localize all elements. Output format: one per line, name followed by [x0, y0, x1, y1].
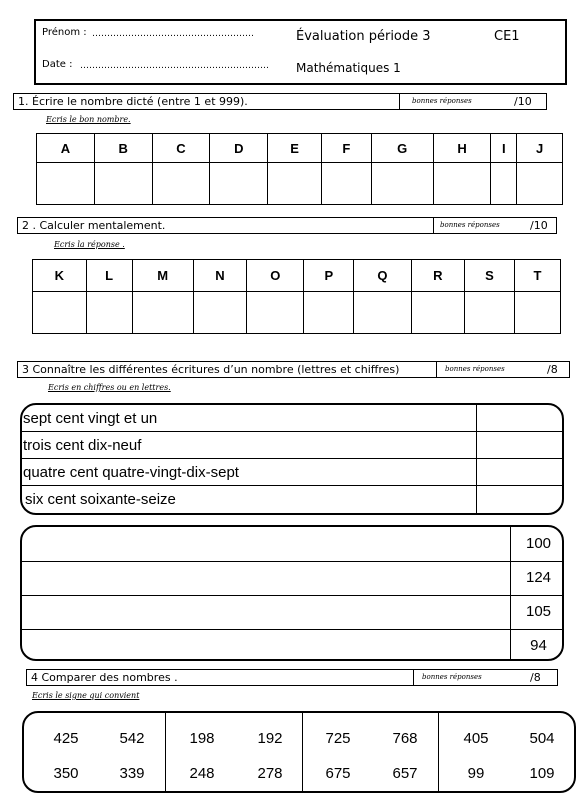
section3-title-bar	[17, 361, 437, 378]
answer-cell-l[interactable]	[86, 292, 132, 334]
compare-number-top-7: 405	[463, 730, 489, 747]
answer-cell-a[interactable]	[37, 163, 95, 205]
section4-title-bar	[26, 669, 414, 686]
answer-cell-o[interactable]	[247, 292, 304, 334]
grid-letter-t: T	[514, 260, 560, 292]
compare-number-bottom-8: 109	[529, 765, 555, 782]
comparison-box	[22, 711, 576, 793]
answer-cell-n[interactable]	[193, 292, 247, 334]
section1-title-bar	[13, 93, 400, 110]
section1-score-value: /10	[514, 95, 532, 108]
answer-cell-s[interactable]	[465, 292, 515, 334]
answer-cell-i[interactable]	[491, 163, 517, 205]
compare-number-bottom-5: 675	[325, 765, 351, 782]
word-number-2: trois cent dix-neuf	[23, 437, 142, 454]
section4-score-value: /8	[530, 671, 541, 684]
grid-letter-h: H	[433, 134, 491, 163]
grid-letter-e: E	[268, 134, 322, 163]
section3-score-box	[436, 361, 570, 378]
grid-letter-n: N	[193, 260, 247, 292]
answer-cell-k[interactable]	[33, 292, 87, 334]
header-box	[34, 19, 567, 85]
compare-number-top-1: 425	[53, 730, 79, 747]
section2-score-box	[433, 217, 557, 234]
section3-score-value: /8	[547, 363, 558, 376]
word-number-4: six cent soixante-seize	[25, 491, 176, 508]
compare-number-bottom-3: 248	[189, 765, 215, 782]
section4-score-label: bonnes réponses	[422, 673, 482, 681]
digit-number-1: 100	[525, 535, 552, 552]
section1-score-label: bonnes réponses	[412, 97, 472, 105]
answer-cell-j[interactable]	[517, 163, 563, 205]
prenom-field[interactable]: ………………………………………………	[92, 29, 254, 39]
compare-number-bottom-1: 350	[53, 765, 79, 782]
answer-cell-f[interactable]	[321, 163, 371, 205]
section4-title: 4 Comparer des nombres .	[31, 671, 178, 684]
evaluation-title: Évaluation période 3	[296, 29, 431, 44]
section2-instruction: Ecris la réponse .	[54, 240, 125, 249]
section1-score-box	[399, 93, 547, 110]
answer-column-divider	[476, 405, 477, 515]
grid-letter-q: Q	[354, 260, 411, 292]
answer-cell-c[interactable]	[152, 163, 210, 205]
answer-cell-h[interactable]	[433, 163, 491, 205]
word-number-3: quatre cent quatre-vingt-dix-sept	[23, 464, 239, 481]
compare-number-top-2: 542	[119, 730, 145, 747]
answer-cell-d[interactable]	[210, 163, 268, 205]
section2-score-value: /10	[530, 219, 548, 232]
answer-cell-r[interactable]	[411, 292, 465, 334]
answer-cell-g[interactable]	[371, 163, 433, 205]
grid-letter-p: P	[304, 260, 354, 292]
answer-cell-e[interactable]	[268, 163, 322, 205]
answer-cell-b[interactable]	[94, 163, 152, 205]
section1-title: 1. Écrire le nombre dicté (entre 1 et 999).	[18, 95, 248, 108]
subject-title: Mathématiques 1	[296, 61, 401, 75]
date-label: Date :	[42, 59, 73, 70]
grid-letter-i: I	[491, 134, 517, 163]
grid-letter-l: L	[86, 260, 132, 292]
compare-number-bottom-6: 657	[392, 765, 418, 782]
compare-number-top-5: 725	[325, 730, 351, 747]
grid-letter-j: J	[517, 134, 563, 163]
section1-instruction: Ecris le bon nombre.	[46, 115, 131, 124]
section2-title: 2 . Calculer mentalement.	[22, 219, 166, 232]
mental-calc-answer-grid	[32, 259, 561, 334]
compare-number-top-4: 192	[257, 730, 283, 747]
date-field[interactable]: ………………………………………………………	[80, 61, 269, 71]
grid-letter-c: C	[152, 134, 210, 163]
grid-letter-g: G	[371, 134, 433, 163]
compare-number-bottom-2: 339	[119, 765, 145, 782]
compare-number-bottom-4: 278	[257, 765, 283, 782]
level-label: CE1	[494, 29, 520, 44]
section3-score-label: bonnes réponses	[445, 365, 505, 373]
section4-instruction: Ecris le signe qui convient	[32, 691, 140, 700]
section3-instruction: Ecris en chiffres ou en lettres.	[48, 383, 171, 392]
section3-title: 3 Connaître les différentes écritures d’un nombre (lettres et chiffres)	[22, 363, 400, 376]
answer-cell-t[interactable]	[514, 292, 560, 334]
digits-to-words-box	[20, 525, 564, 661]
grid-letter-k: K	[33, 260, 87, 292]
word-number-1: sept cent vingt et un	[23, 410, 158, 427]
section2-score-label: bonnes réponses	[440, 221, 500, 229]
grid-letter-m: M	[132, 260, 193, 292]
compare-number-top-6: 768	[392, 730, 418, 747]
grid-letter-b: B	[94, 134, 152, 163]
grid-letter-d: D	[210, 134, 268, 163]
section4-score-box	[413, 669, 558, 686]
prenom-label: Prénom :	[42, 27, 87, 38]
dictation-answer-grid	[36, 133, 563, 205]
compare-number-top-8: 504	[529, 730, 555, 747]
grid-letter-a: A	[37, 134, 95, 163]
answer-cell-p[interactable]	[304, 292, 354, 334]
digit-number-2: 124	[525, 569, 552, 586]
grid-letter-f: F	[321, 134, 371, 163]
grid-letter-o: O	[247, 260, 304, 292]
answer-cell-m[interactable]	[132, 292, 193, 334]
words-to-digits-box	[20, 403, 564, 515]
compare-number-bottom-7: 99	[467, 765, 485, 782]
grid-letter-s: S	[465, 260, 515, 292]
digit-number-3: 105	[525, 603, 552, 620]
section2-title-bar	[17, 217, 434, 234]
grid-letter-r: R	[411, 260, 465, 292]
answer-cell-q[interactable]	[354, 292, 411, 334]
digit-number-4: 94	[530, 637, 547, 654]
compare-number-top-3: 198	[189, 730, 215, 747]
